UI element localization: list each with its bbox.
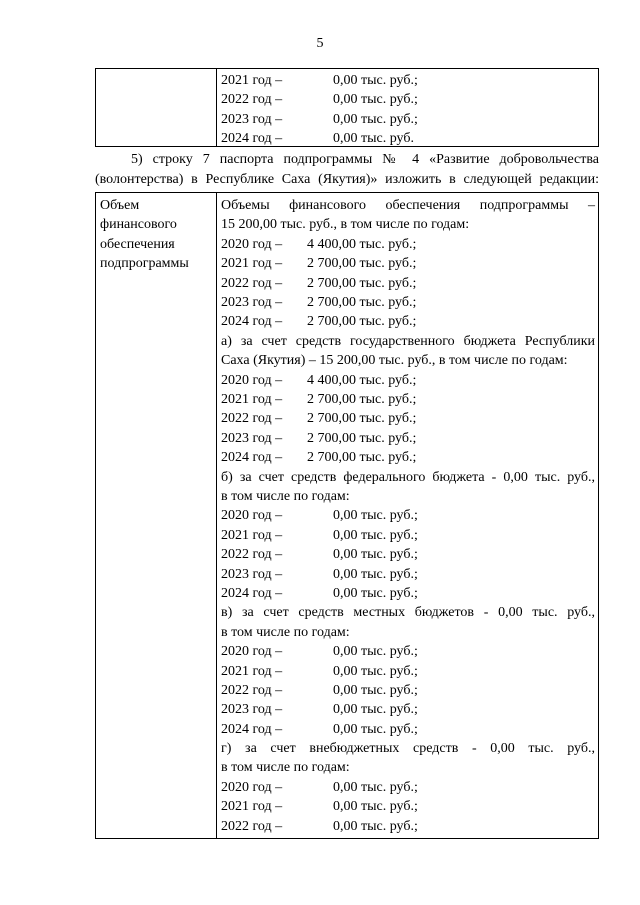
year-label: 2021 год – — [221, 391, 283, 407]
year-value: 2 700,00 тыс. руб.; — [307, 314, 417, 330]
section-heading: г) за счет внебюджетных средств - 0,00 тыс. руб., — [221, 741, 595, 757]
label-line: финансового — [100, 217, 177, 233]
paragraph-line: 5) строку 7 паспорта подпрограммы № 4 «Развитие добровольчества — [131, 152, 599, 167]
year-label: 2021 год – — [221, 799, 283, 815]
year-row — [221, 545, 595, 564]
year-value: 0,00 тыс. руб.; — [333, 92, 418, 108]
year-row — [221, 448, 595, 467]
year-label: 2023 год – — [221, 294, 283, 310]
year-value: 2 700,00 тыс. руб.; — [307, 450, 417, 466]
year-label: 2023 год – — [221, 111, 283, 127]
year-row — [221, 110, 595, 129]
year-row — [221, 506, 595, 525]
year-value: 0,00 тыс. руб.; — [333, 547, 418, 563]
year-value: 0,00 тыс. руб.; — [333, 721, 418, 737]
year-row — [221, 409, 595, 428]
year-row — [221, 720, 595, 739]
year-row — [221, 700, 595, 719]
year-row — [221, 565, 595, 584]
year-value: 2 700,00 тыс. руб.; — [307, 294, 417, 310]
year-row — [221, 293, 595, 312]
year-label: 2021 год – — [221, 73, 283, 88]
year-row — [221, 662, 595, 681]
continuation-table-label-cell — [96, 69, 217, 146]
financing-label-cell — [96, 193, 217, 838]
year-row — [221, 797, 595, 816]
year-value: 2 700,00 тыс. руб.; — [307, 275, 417, 291]
year-value: 0,00 тыс. руб.; — [333, 111, 418, 127]
year-value: 0,00 тыс. руб.; — [333, 682, 418, 698]
year-row — [221, 817, 595, 836]
financing-table — [95, 192, 599, 839]
year-value: 0,00 тыс. руб.; — [333, 818, 418, 834]
year-label: 2024 год – — [221, 131, 283, 147]
year-value: 0,00 тыс. руб.; — [333, 73, 418, 88]
year-label: 2023 год – — [221, 430, 283, 446]
year-row — [221, 129, 595, 148]
year-value: 2 700,00 тыс. руб.; — [307, 430, 417, 446]
year-row — [221, 429, 595, 448]
section-heading: б) за счет средств федерального бюджета - 0,00 тыс. руб., — [221, 469, 595, 485]
year-label: 2023 год – — [221, 566, 283, 582]
year-label: 2022 год – — [221, 92, 283, 108]
section-heading: в) за счет средств местных бюджетов - 0,00 тыс. руб., — [221, 605, 595, 621]
year-label: 2020 год – — [221, 236, 283, 252]
label-line: Объем — [100, 198, 140, 213]
section-heading: в том числе по годам: — [221, 760, 350, 776]
label-line: подпрограммы — [100, 256, 189, 272]
year-value: 0,00 тыс. руб.; — [333, 508, 418, 524]
year-label: 2022 год – — [221, 547, 283, 563]
year-label: 2022 год – — [221, 818, 283, 834]
year-row — [221, 584, 595, 603]
year-value: 0,00 тыс. руб.; — [333, 702, 418, 718]
year-label: 2021 год – — [221, 663, 283, 679]
year-row — [221, 642, 595, 661]
year-row — [221, 681, 595, 700]
year-value: 0,00 тыс. руб.; — [333, 779, 418, 795]
year-value: 2 700,00 тыс. руб.; — [307, 256, 417, 272]
year-row — [221, 371, 595, 390]
year-value: 0,00 тыс. руб. — [333, 131, 414, 147]
year-value: 2 700,00 тыс. руб.; — [307, 391, 417, 407]
paragraph-line: (волонтерства) в Республике Саха (Якутия)» изложить в следующей редакции: — [95, 172, 599, 187]
year-row — [221, 254, 595, 273]
section-heading: в том числе по годам: — [221, 624, 350, 640]
year-value: 2 700,00 тыс. руб.; — [307, 411, 417, 427]
year-row — [221, 526, 595, 545]
year-value: 0,00 тыс. руб.; — [333, 799, 418, 815]
year-row — [221, 778, 595, 797]
continuation-table — [95, 68, 599, 147]
year-label: 2022 год – — [221, 682, 283, 698]
year-value: 4 400,00 тыс. руб.; — [307, 372, 417, 388]
year-label: 2021 год – — [221, 256, 283, 272]
year-label: 2023 год – — [221, 702, 283, 718]
year-value: 0,00 тыс. руб.; — [333, 644, 418, 660]
year-label: 2024 год – — [221, 450, 283, 466]
year-label: 2020 год – — [221, 644, 283, 660]
year-row — [221, 90, 595, 109]
page-number: 5 — [316, 36, 324, 51]
year-row — [221, 390, 595, 409]
year-row — [221, 274, 595, 293]
intro-line: Объемы финансового обеспечения подпрограммы – — [221, 198, 595, 213]
year-label: 2024 год – — [221, 314, 283, 330]
section-heading: в том числе по годам: — [221, 488, 350, 504]
section-heading: а) за счет средств государственного бюджета Республики — [221, 333, 595, 349]
year-label: 2022 год – — [221, 275, 283, 291]
year-row — [221, 235, 595, 254]
year-label: 2020 год – — [221, 508, 283, 524]
year-value: 0,00 тыс. руб.; — [333, 527, 418, 543]
year-label: 2024 год – — [221, 585, 283, 601]
year-value: 0,00 тыс. руб.; — [333, 663, 418, 679]
section-heading: Саха (Якутия) – 15 200,00 тыс. руб., в том числе по годам: — [221, 353, 568, 369]
continuation-table-value-cell — [217, 69, 598, 146]
intro-line: 15 200,00 тыс. руб., в том числе по годам: — [221, 217, 470, 233]
financing-value-cell — [217, 193, 598, 838]
year-value: 0,00 тыс. руб.; — [333, 566, 418, 582]
year-label: 2022 год – — [221, 411, 283, 427]
instruction-paragraph — [95, 150, 599, 190]
year-label: 2021 год – — [221, 527, 283, 543]
year-row — [221, 312, 595, 331]
year-value: 4 400,00 тыс. руб.; — [307, 236, 417, 252]
year-value: 0,00 тыс. руб.; — [333, 585, 418, 601]
year-row — [221, 71, 595, 90]
year-label: 2020 год – — [221, 372, 283, 388]
year-label: 2024 год – — [221, 721, 283, 737]
year-label: 2020 год – — [221, 779, 283, 795]
label-line: обеспечения — [100, 236, 175, 252]
